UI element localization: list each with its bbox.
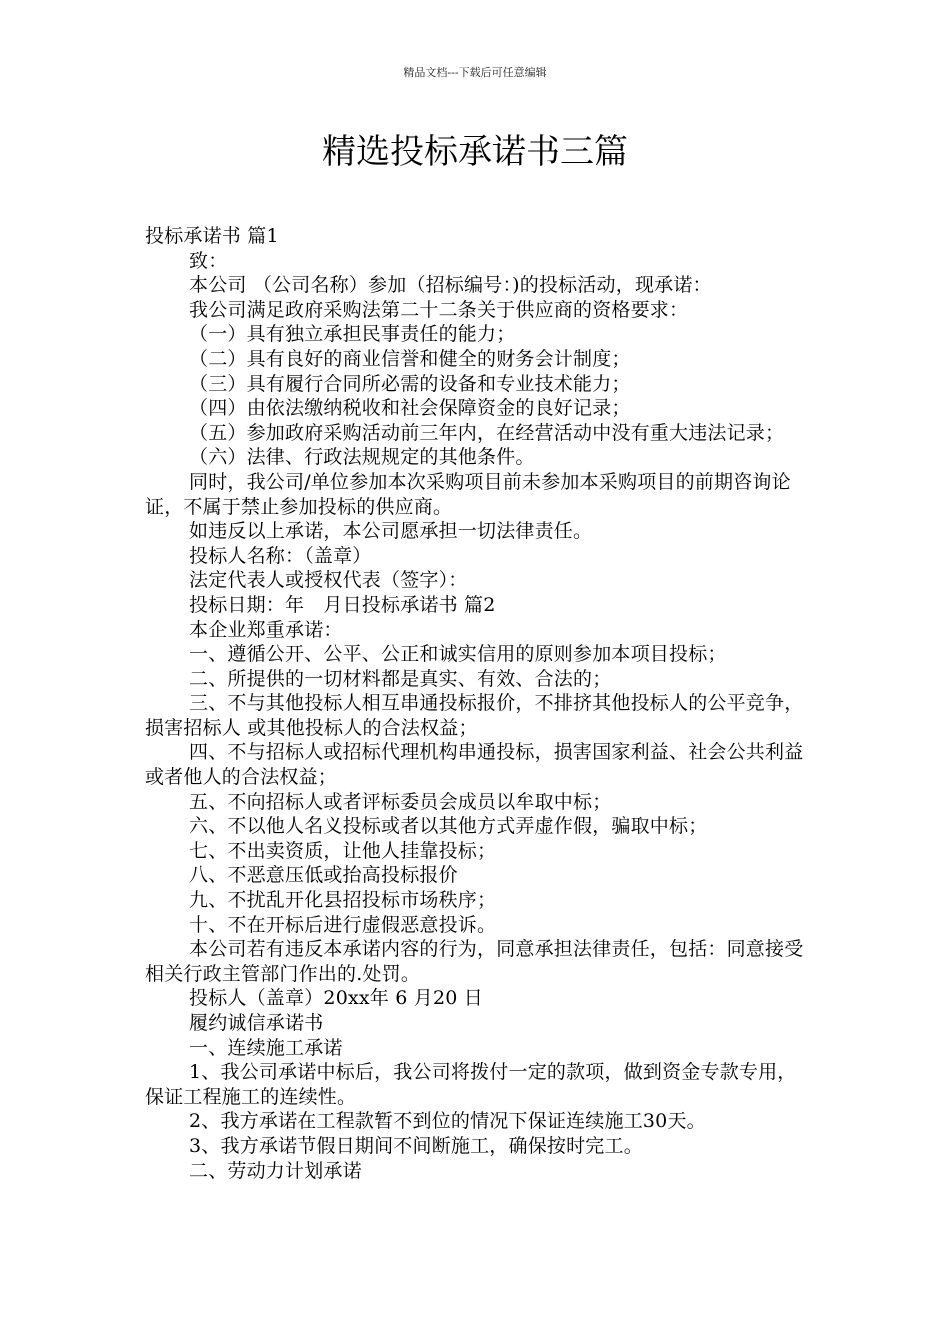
body-paragraph: 致： [189, 249, 228, 272]
body-paragraph: 投标人（盖章）20xx年 6 月20 日 [189, 987, 483, 1010]
body-paragraph: （三）具有履行合同所必需的设备和专业技术能力； [189, 372, 631, 395]
body-paragraph: 八、不恶意压低或抬高投标报价 [189, 864, 458, 887]
body-paragraph: 1、我公司承诺中标后，我公司将拨付一定的款项，做到资金专款专用，保证工程施工的连续性。 [145, 1061, 797, 1108]
body-paragraph: 2、我方承诺在工程款暂不到位的情况下保证连续施工30天。 [189, 1110, 706, 1133]
body-paragraph: 3、我方承诺节假日期间不间断施工，确保按时完工。 [189, 1134, 643, 1157]
document-title: 精选投标承诺书三篇 [322, 132, 628, 172]
section-heading: 投标承诺书 篇1 [145, 225, 279, 247]
body-paragraph: （一）具有独立承担民事责任的能力； [189, 323, 516, 346]
body-paragraph: 投标日期：年 月日投标承诺书 篇2 [189, 593, 496, 616]
body-paragraph: 法定代表人或授权代表（签字）： [189, 569, 468, 592]
body-paragraph: 七、不出卖资质，让他人挂靠投标； [189, 839, 497, 862]
body-paragraph: 本公司 （公司名称）参加（招标编号：)的投标活动，现承诺： [189, 274, 712, 297]
body-paragraph: 履约诚信承诺书 [189, 1012, 324, 1034]
body-paragraph: 二、劳动力计划承诺 [189, 1159, 362, 1182]
body-paragraph: 本企业郑重承诺： [189, 618, 343, 641]
body-paragraph: （二）具有良好的商业信誉和健全的财务会计制度； [189, 347, 631, 370]
body-paragraph: 投标人名称：（盖章） [189, 544, 372, 567]
header-note: 精品文档---下载后可任意编辑 [403, 66, 547, 79]
body-paragraph: 九、不扰乱开化县招投标市场秩序； [189, 889, 497, 912]
document-body [145, 224, 810, 1183]
body-paragraph: 我公司满足政府采购法第二十二条关于供应商的资格要求： [189, 298, 689, 321]
body-paragraph: 四、不与招标人或招标代理机构串通投标，损害国家利益、社会公共利益或者他人的合法权益； [145, 741, 804, 789]
body-paragraph: 一、连续施工承诺 [189, 1036, 343, 1059]
body-paragraph: （四）由依法缴纳税收和社会保障资金的良好记录； [189, 397, 631, 420]
body-paragraph: 二、所提供的一切材料都是真实、有效、合法的； [189, 667, 612, 690]
body-paragraph: 五、不向招标人或者评标委员会成员以牟取中标； [189, 790, 612, 813]
body-paragraph: 如违反以上承诺，本公司愿承担一切法律责任。 [189, 520, 593, 543]
body-paragraph: 一、遵循公开、公平、公正和诚实信用的原则参加本项目投标； [189, 643, 727, 666]
body-paragraph: （六）法律、行政法规规定的其他条件。 [189, 446, 535, 469]
body-paragraph: （五）参加政府采购活动前三年内，在经营活动中没有重大违法记录； [189, 421, 785, 444]
body-paragraph: 本公司若有违反本承诺内容的行为，同意承担法律责任，包括：同意接受相关行政主管部门作出的.处罚。 [145, 938, 804, 985]
body-paragraph: 同时，我公司/单位参加本次采购项目前未参加本采购项目的前期咨询论证，不属于禁止参加投标的供应商。 [145, 470, 791, 518]
body-paragraph: 十、不在开标后进行虚假恶意投诉。 [189, 913, 497, 936]
body-paragraph: 三、不与其他投标人相互串通投标报价，不排挤其他投标人的公平竞争，损害招标人 或其他投标人的合法权益； [145, 692, 804, 739]
body-paragraph: 六、不以他人名义投标或者以其他方式弄虚作假，骗取中标； [189, 815, 708, 838]
